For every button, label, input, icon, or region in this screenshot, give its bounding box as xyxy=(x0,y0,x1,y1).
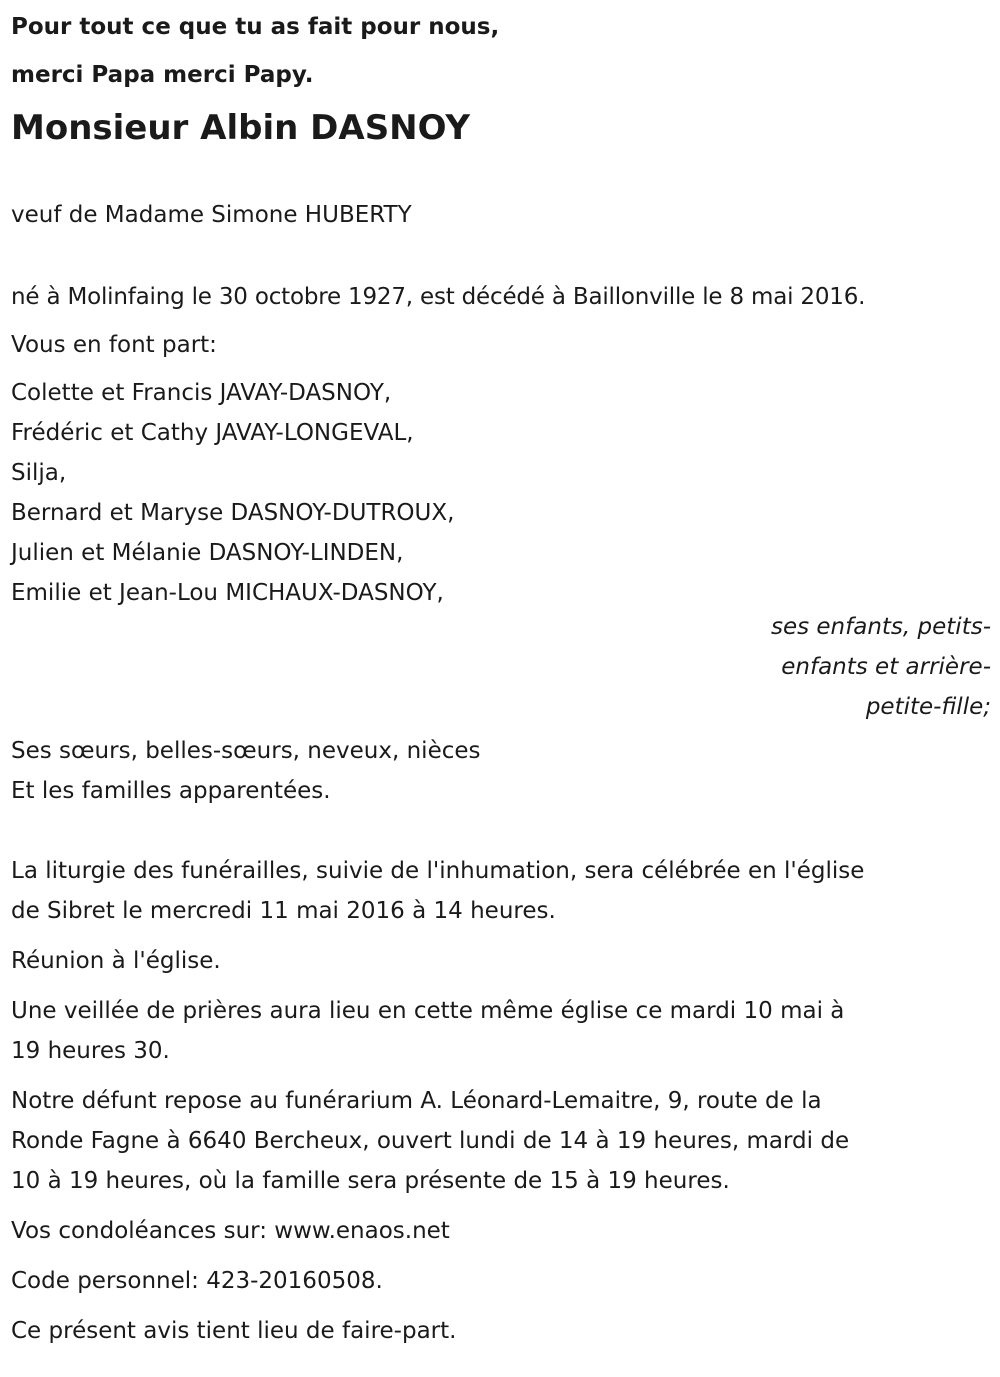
list-item: Frédéric et Cathy JAVAY-LONGEVAL, xyxy=(11,420,414,446)
funeral-home-info xyxy=(11,1081,991,1201)
family-role xyxy=(11,607,991,727)
list-item: Julien et Mélanie DASNOY-LINDEN, xyxy=(11,540,404,566)
liturgy-line-2: de Sibret le mercredi 11 mai 2016 à 14 heures. xyxy=(11,898,556,924)
list-item: Silja, xyxy=(11,460,67,486)
family-list xyxy=(11,373,991,613)
widow-of: veuf de Madame Simone HUBERTY xyxy=(11,202,412,228)
dedication-line-1: Pour tout ce que tu as fait pour nous, xyxy=(11,14,500,40)
condolences-info: Vos condoléances sur: www.enaos.net xyxy=(11,1218,450,1244)
vigil-info xyxy=(11,991,991,1071)
obituary-notice xyxy=(11,0,991,1351)
funeral-home-line-1: Notre défunt repose au funérarium A. Léonard-Lemaitre, 9, route de la xyxy=(11,1088,822,1114)
dedication-line-2: merci Papa merci Papy. xyxy=(11,62,314,88)
relatives-line-1: Ses sœurs, belles-sœurs, neveux, nièces xyxy=(11,738,481,764)
relatives xyxy=(11,731,991,811)
family-role-line-2: enfants et arrière- xyxy=(781,654,991,680)
funeral-home-line-2: Ronde Fagne à 6640 Bercheux, ouvert lundi de 14 à 19 heures, mardi de xyxy=(11,1128,850,1154)
liturgy-info xyxy=(11,851,991,931)
family-role-line-3: petite-fille; xyxy=(865,694,991,720)
dedication xyxy=(11,2,991,100)
deceased-name: Monsieur Albin DASNOY xyxy=(11,108,470,148)
meeting-info: Réunion à l'église. xyxy=(11,948,221,974)
announcement-intro: Vous en font part: xyxy=(11,332,217,358)
liturgy-line-1: La liturgie des funérailles, suivie de l'inhumation, sera célébrée en l'église xyxy=(11,858,865,884)
vigil-line-1: Une veillée de prières aura lieu en cette même église ce mardi 10 mai à xyxy=(11,998,845,1024)
list-item: Colette et Francis JAVAY-DASNOY, xyxy=(11,380,392,406)
birth-death-info: né à Molinfaing le 30 octobre 1927, est décédé à Baillonville le 8 mai 2016. xyxy=(11,284,866,310)
funeral-home-line-3: 10 à 19 heures, où la famille sera présente de 15 à 19 heures. xyxy=(11,1168,730,1194)
vigil-line-2: 19 heures 30. xyxy=(11,1038,170,1064)
closing-note: Ce présent avis tient lieu de faire-part. xyxy=(11,1318,457,1344)
relatives-line-2: Et les familles apparentées. xyxy=(11,778,331,804)
family-role-line-1: ses enfants, petits- xyxy=(770,614,991,640)
list-item: Bernard et Maryse DASNOY-DUTROUX, xyxy=(11,500,455,526)
list-item: Emilie et Jean-Lou MICHAUX-DASNOY, xyxy=(11,580,444,606)
personal-code: Code personnel: 423-20160508. xyxy=(11,1268,383,1294)
